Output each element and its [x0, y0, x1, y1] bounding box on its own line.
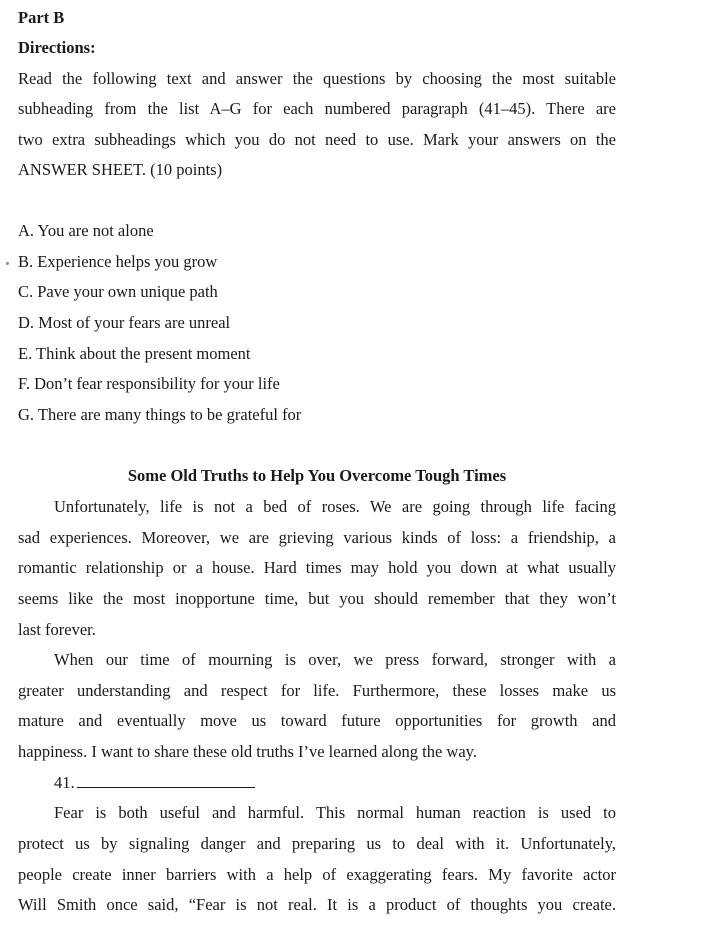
paragraph-line: Fear is both useful and harmful. This normal human reaction is used to	[54, 803, 616, 822]
paragraph-line: romantic relationship or a house. Hard times may hold you down at what usually	[18, 558, 616, 577]
answer-blank[interactable]	[77, 773, 255, 788]
paragraph-line: protect us by signaling danger and preparing us to deal with it. Unfortunately,	[18, 834, 616, 853]
paragraph-line: sad experiences. Moreover, we are grieving various kinds of loss: a friendship, a	[18, 528, 616, 547]
question-number: 41.	[54, 773, 75, 792]
scan-speck	[6, 262, 9, 265]
paragraph-line: happiness. I want to share these old truths I’ve learned along the way.	[18, 742, 477, 761]
paragraph-line: last forever.	[18, 620, 96, 639]
part-heading: Part B	[18, 8, 65, 27]
question-41	[54, 773, 616, 793]
paragraph-line: Unfortunately, life is not a bed of roses. We are going through life facing	[54, 497, 616, 516]
option-item: G. There are many things to be grateful for	[18, 405, 302, 424]
paragraph-line: seems like the most inopportune time, but you should remember that they won’t	[18, 589, 616, 608]
option-item: E. Think about the present moment	[18, 344, 251, 363]
option-item: B. Experience helps you grow	[18, 252, 218, 271]
option-item: D. Most of your fears are unreal	[18, 313, 231, 332]
option-item: A. You are not alone	[18, 221, 154, 240]
instruction-line: subheading from the list A–G for each numbered paragraph (41–45). There are	[18, 99, 616, 118]
option-item: C. Pave your own unique path	[18, 282, 218, 301]
paragraph-line: Will Smith once said, “Fear is not real. It is a product of thoughts you create.	[18, 895, 616, 914]
option-item: F. Don’t fear responsibility for your life	[18, 374, 280, 393]
article-title: Some Old Truths to Help You Overcome Tough Times	[127, 466, 507, 485]
paragraph-line: mature and eventually move us toward future opportunities for growth and	[18, 711, 616, 730]
paragraph-line: people create inner barriers with a help of exaggerating fears. My favorite actor	[18, 865, 616, 884]
instruction-line: two extra subheadings which you do not need to use. Mark your answers on the	[18, 130, 616, 149]
paragraph-line: greater understanding and respect for life. Furthermore, these losses make us	[18, 681, 616, 700]
instruction-line: ANSWER SHEET. (10 points)	[18, 160, 223, 179]
paragraph-line: When our time of mourning is over, we press forward, stronger with a	[54, 650, 616, 669]
instruction-line: Read the following text and answer the questions by choosing the most suitable	[18, 69, 616, 88]
directions-label: Directions:	[18, 38, 96, 57]
